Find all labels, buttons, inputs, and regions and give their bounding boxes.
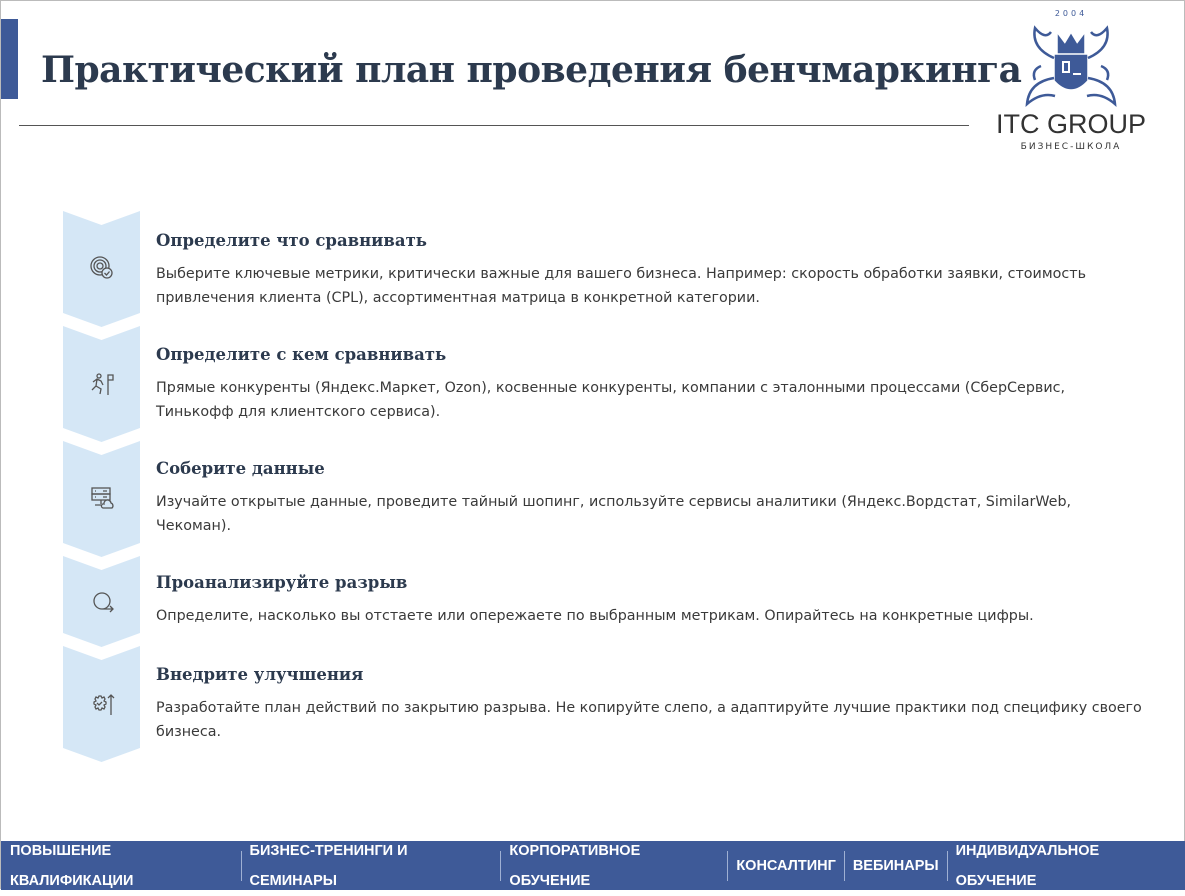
step-4 — [156, 573, 1146, 628]
step-2-chevron — [63, 326, 140, 442]
step-text: Определите, насколько вы отстаете или опережаете по выбранным метрикам. Опирайтесь на конкретные цифры. — [156, 608, 1034, 624]
logo-year: 2004 — [1054, 9, 1088, 18]
step-3 — [156, 459, 1146, 538]
logo-brand: ITC GROUP — [995, 109, 1146, 139]
loop-arrow-icon — [89, 589, 115, 615]
footer-item[interactable]: ИНДИВИДУАЛЬНОЕ ОБУЧЕНИЕ — [955, 842, 1100, 889]
footer-item[interactable]: БИЗНЕС-ТРЕНИНГИ И СЕМИНАРЫ — [249, 842, 408, 889]
title-divider — [19, 125, 969, 126]
step-text: Выберите ключевые метрики, критически важные для вашего бизнеса. Например: скорость обработки заявки, стоимость привлечения клиента (CPL), ассортиментная матрица в конкретной категории. — [156, 266, 1086, 306]
step-title: Определите с кем сравнивать — [156, 345, 447, 364]
footer-item[interactable]: КОНСАЛТИНГ — [736, 857, 836, 874]
step-text: Прямые конкуренты (Яндекс.Маркет, Ozon), косвенные конкуренты, компании с эталонными процессами (СберСервис, Тинькофф для клиентского сервиса). — [156, 380, 1066, 420]
server-cloud-icon — [89, 485, 115, 511]
footer-item[interactable]: ПОВЫШЕНИЕ КВАЛИФИКАЦИИ — [10, 842, 134, 889]
step-title: Внедрите улучшения — [156, 665, 364, 684]
itc-group-logo — [986, 9, 1156, 159]
step-title: Определите что сравнивать — [156, 231, 428, 250]
step-3-chevron — [63, 441, 140, 557]
step-1-chevron — [63, 211, 140, 327]
step-1 — [156, 231, 1146, 310]
step-text: Изучайте открытые данные, проведите тайный шопинг, используйте сервисы аналитики (Яндекс.Вордстат, SimilarWeb, Чекоман). — [156, 494, 1072, 534]
target-check-icon — [89, 255, 115, 281]
step-text: Разработайте план действий по закрытию разрыва. Не копируйте слепо, а адаптируйте лучшие практики под специфику своего бизнеса. — [156, 700, 1142, 740]
step-title: Соберите данные — [156, 459, 325, 478]
runner-flag-icon — [89, 371, 115, 397]
footer-item[interactable]: ВЕБИНАРЫ — [852, 857, 939, 874]
step-2 — [156, 345, 1146, 424]
logo-subtitle: БИЗНЕС-ШКОЛА — [1020, 142, 1122, 152]
crest-icon — [1021, 18, 1121, 110]
page-title: Практический план проведения бенчмаркинга — [41, 49, 1022, 91]
gear-growth-icon — [89, 691, 115, 717]
step-4-chevron — [63, 556, 140, 647]
step-title: Проанализируйте разрыв — [156, 573, 408, 592]
step-5 — [156, 665, 1146, 744]
footer-services-bar — [1, 841, 1185, 890]
step-5-chevron — [63, 646, 140, 762]
footer-item[interactable]: КОРПОРАТИВНОЕ ОБУЧЕНИЕ — [509, 842, 641, 889]
title-accent-bar — [1, 19, 18, 99]
